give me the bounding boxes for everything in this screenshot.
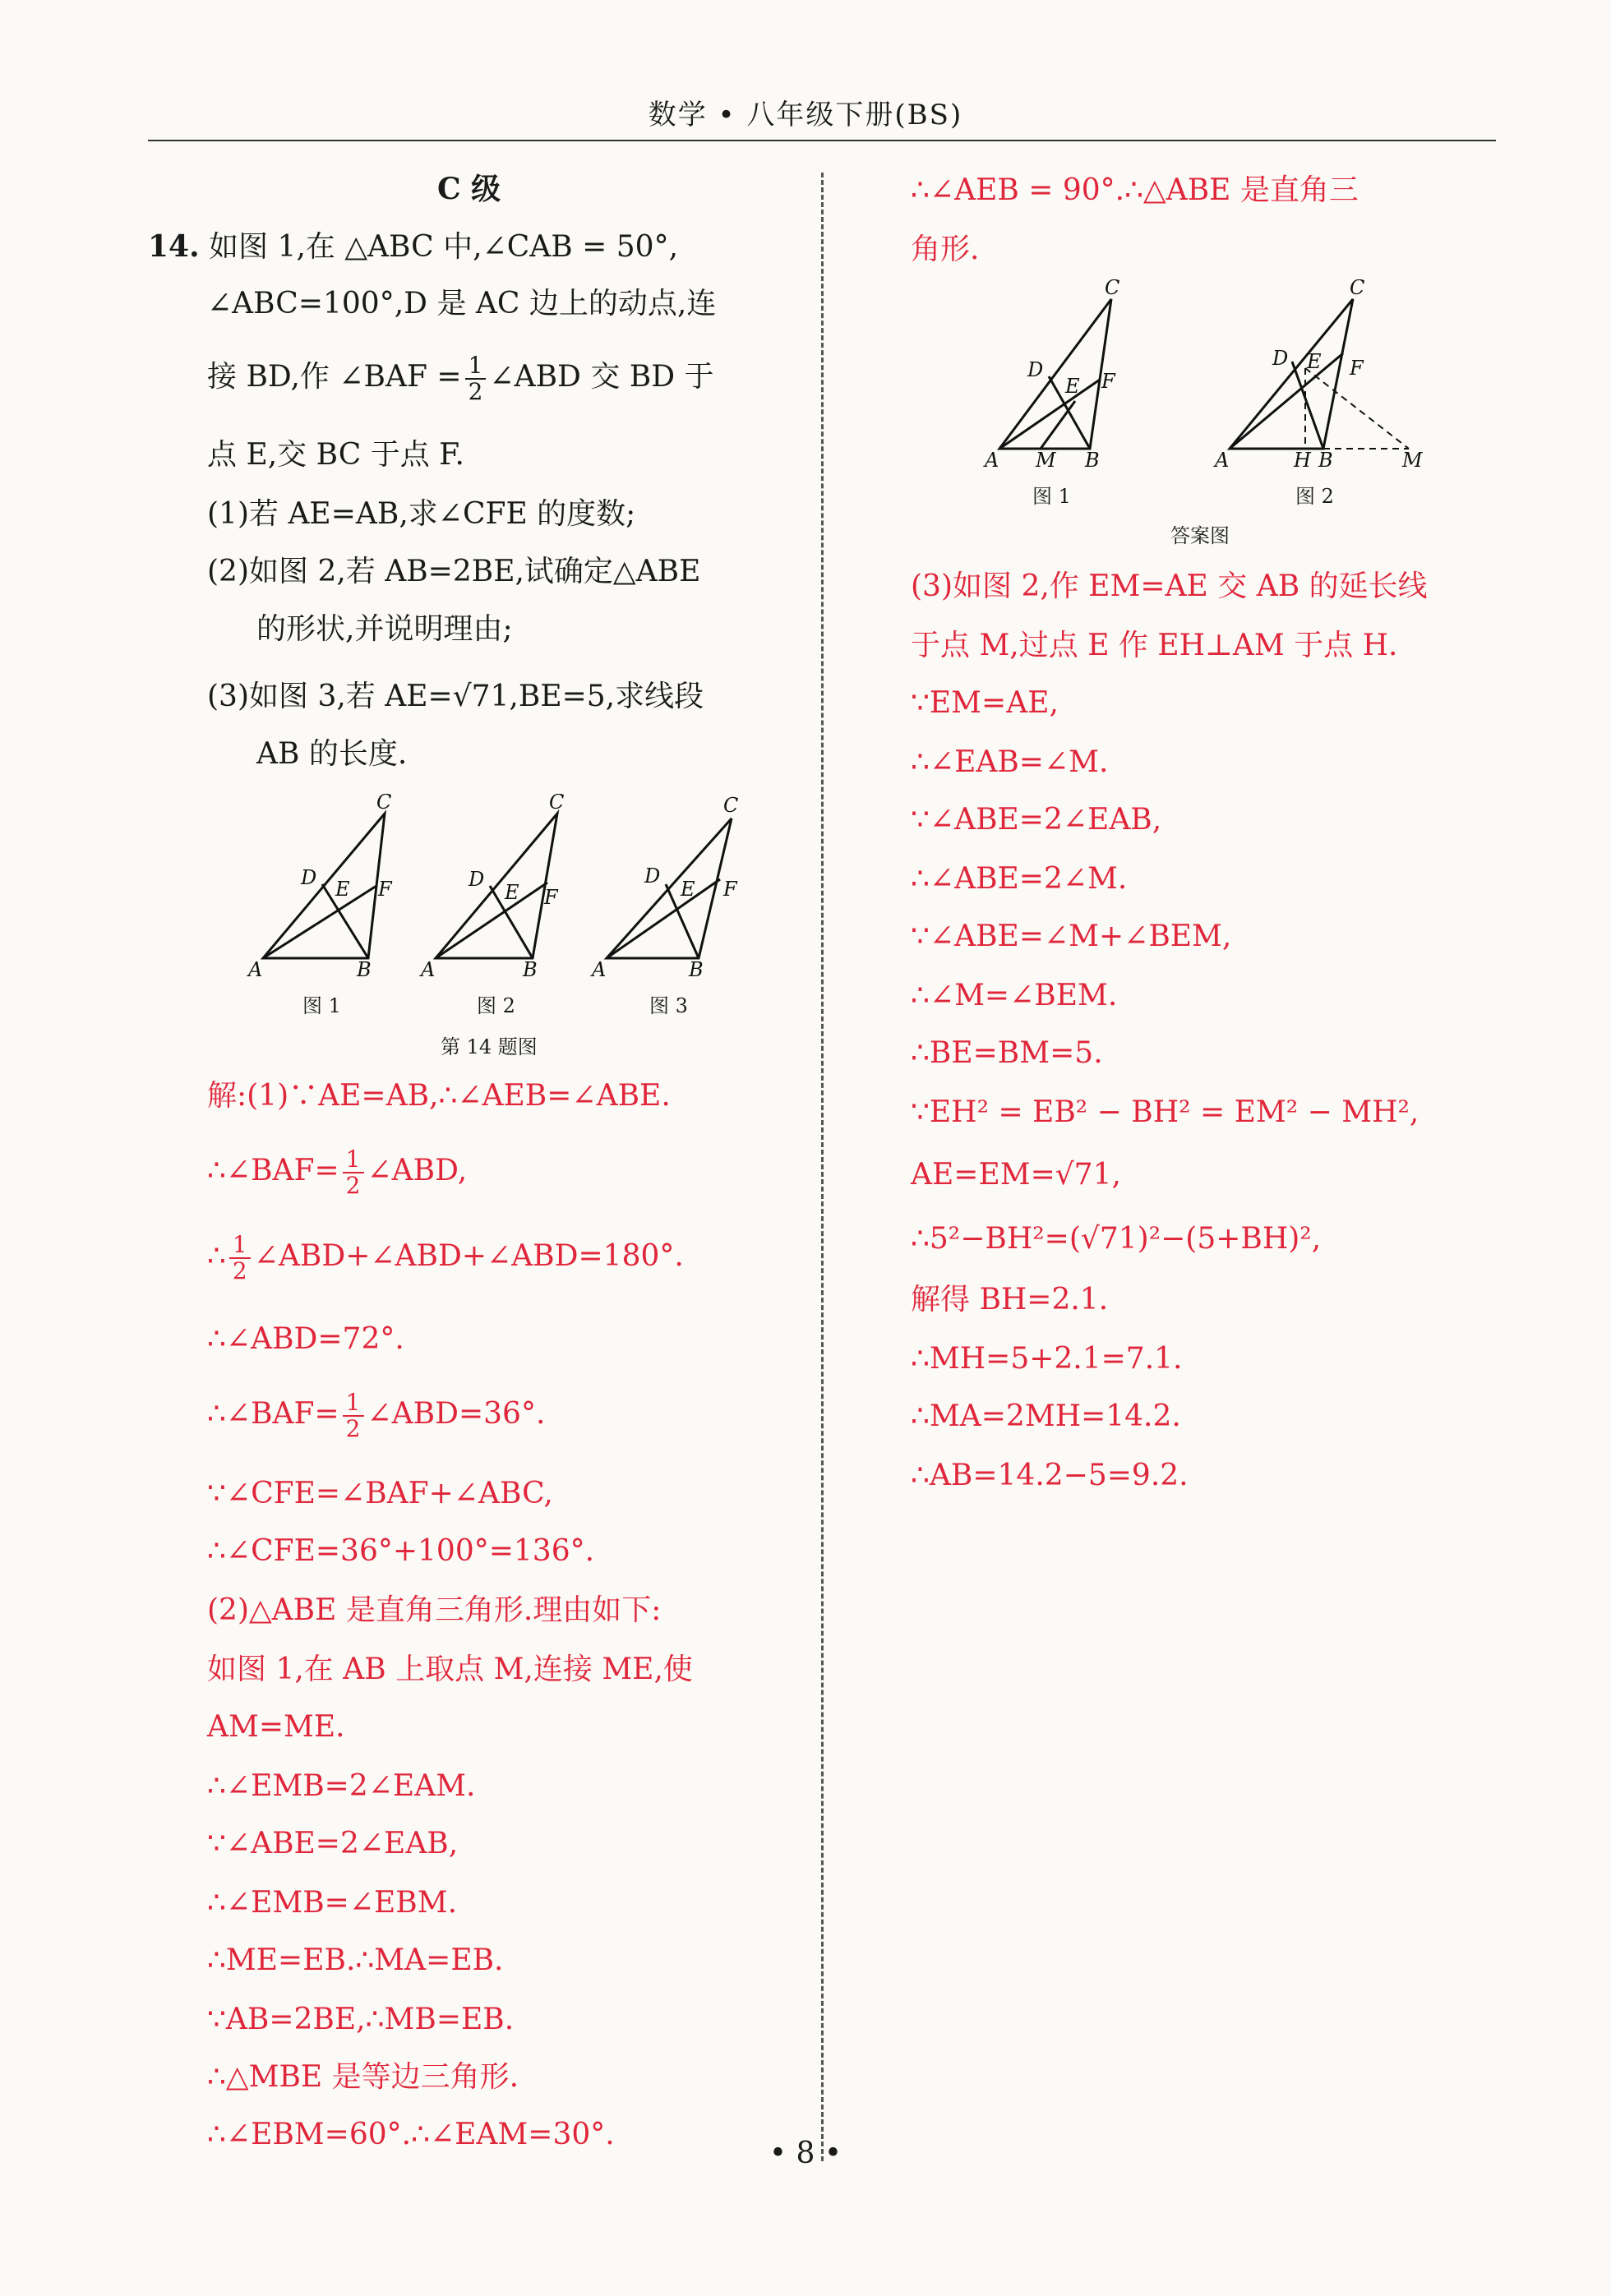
solution-line-10: AM=ME. — [207, 1710, 345, 1744]
solution-line-8: (2)△ABE 是直角三角形.理由如下: — [207, 1593, 662, 1627]
problem-figure-1-label: 图 1 — [302, 994, 341, 1017]
solution-line-14: ∴ME=EB.∴MA=EB. — [207, 1943, 504, 1977]
point-label-a: A — [592, 958, 607, 978]
point-label-e: E — [681, 878, 695, 901]
solution-right-line-8: ∴∠ABE=2∠M. — [911, 862, 1128, 896]
solution-line-12: ∵∠ABE=2∠EAB, — [207, 1827, 459, 1860]
fraction-half: $\frac{1}{2}$ — [343, 1147, 364, 1198]
solution-line-3: ∴ $\frac{1}{2}$ ∠ABD+∠ABD+∠ABD=180°. — [207, 1231, 684, 1284]
point-label-a: A — [248, 958, 263, 978]
point-label-a: A — [1215, 449, 1230, 468]
point-label-d: D — [1027, 358, 1044, 381]
problem-figure-3-label: 图 3 — [649, 994, 688, 1017]
point-label-e: E — [1065, 375, 1080, 398]
point-label-e: E — [335, 878, 350, 901]
solution-line-4: ∴∠ABD=72°. — [207, 1322, 404, 1356]
point-label-f: F — [1350, 357, 1364, 380]
solution-right-line-5: ∵EM=AE, — [911, 686, 1059, 720]
solution-right-line-6: ∴∠EAB=∠M. — [911, 745, 1109, 779]
point-label-a: A — [421, 958, 436, 978]
solution-right-line-18: ∴AB=14.2−5=9.2. — [911, 1459, 1189, 1492]
solution-line-1: 解:(1)∵AE=AB,∴∠AEB=∠ABE. — [207, 1079, 671, 1113]
answer-figure-2 — [1205, 279, 1435, 472]
point-label-d: D — [644, 864, 661, 888]
point-label-c: C — [723, 794, 739, 817]
point-label-c: C — [549, 794, 565, 814]
point-label-b: B — [523, 958, 538, 978]
solution-line-17: ∴∠EBM=60°.∴∠EAM=30°. — [207, 2118, 615, 2151]
point-label-b: B — [1085, 449, 1100, 468]
column-divider — [821, 173, 824, 2161]
point-label-h: H — [1294, 449, 1311, 468]
problem-figure-2-label: 图 2 — [477, 994, 515, 1017]
solution-right-line-11: ∴BE=BM=5. — [911, 1036, 1103, 1070]
problem-line-3 — [207, 353, 714, 404]
answer-figure-1 — [983, 279, 1147, 472]
solution-right-line-10: ∴∠M=∠BEM. — [911, 979, 1118, 1012]
point-label-f: F — [723, 878, 737, 901]
point-label-f: F — [1101, 370, 1115, 393]
solution-right-line-17: ∴MA=2MH=14.2. — [911, 1399, 1181, 1433]
point-label-f: F — [544, 886, 558, 909]
page-header: 数学 • 八年级下册(BS) — [648, 99, 963, 131]
problem-text-3a: 接 BD,作 ∠BAF = — [207, 360, 462, 394]
fraction-half: $\frac{1}{2}$ — [229, 1233, 251, 1284]
problem-figure-caption: 第 14 题图 — [441, 1035, 538, 1058]
problem-line-1 — [148, 228, 678, 265]
solution-right-line-4: 于点 M,过点 E 作 EH⊥AM 于点 H. — [911, 629, 1398, 662]
solution-right-line-14: ∴5²−BH²=(√71)²−(5+BH)², — [911, 1222, 1322, 1256]
problem-text-3b: ∠ABD 交 BD 于 — [489, 360, 714, 394]
point-label-c: C — [1105, 279, 1120, 299]
point-label-e: E — [505, 881, 519, 904]
solution-line-2: ∴∠BAF= $\frac{1}{2}$ ∠ABD, — [207, 1146, 468, 1199]
point-label-b: B — [689, 958, 704, 978]
section-label: C 级 — [437, 172, 501, 206]
question-3-cont: AB 的长度. — [256, 737, 408, 771]
solution-line-11: ∴∠EMB=2∠EAM. — [207, 1769, 476, 1803]
point-label-m: M — [1036, 449, 1056, 468]
solution-right-line-15: 解得 BH=2.1. — [911, 1283, 1109, 1316]
fraction-half: $\frac{1}{2}$ — [343, 1390, 364, 1441]
point-label-b: B — [357, 958, 372, 978]
problem-text-1: 如图 1,在 △ABC 中,∠CAB = 50°, — [209, 230, 679, 264]
problem-figure-1 — [247, 794, 411, 981]
solution-line-16: ∴△MBE 是等边三角形. — [207, 2060, 519, 2094]
solution-right-line-16: ∴MH=5+2.1=7.1. — [911, 1342, 1183, 1376]
answer-figure-caption: 答案图 — [1170, 524, 1230, 547]
point-label-d: D — [469, 868, 485, 891]
problem-line-4: 点 E,交 BC 于点 F. — [207, 438, 464, 472]
solution-right-line-3: (3)如图 2,作 EM=AE 交 AB 的延长线 — [911, 569, 1428, 603]
question-2: (2)如图 2,若 AB=2BE,试确定△ABE — [207, 555, 701, 588]
solution-line-5: ∴∠BAF= $\frac{1}{2}$ ∠ABD=36°. — [207, 1389, 546, 1442]
point-label-a: A — [985, 449, 999, 468]
problem-number: 14. — [148, 229, 200, 264]
point-label-b: B — [1318, 449, 1333, 468]
answer-figure-1-label: 图 1 — [1032, 485, 1071, 508]
question-3: (3)如图 3,若 AE=√71,BE=5,求线段 — [207, 680, 704, 713]
point-label-c: C — [376, 794, 392, 814]
point-label-f: F — [378, 878, 392, 901]
point-label-m: M — [1402, 449, 1423, 468]
solution-right-line-1: ∴∠AEB = 90°.∴△ABE 是直角三 — [911, 173, 1359, 207]
solution-line-6: ∵∠CFE=∠BAF+∠ABC, — [207, 1477, 553, 1510]
solution-right-line-7: ∵∠ABE=2∠EAB, — [911, 803, 1162, 837]
point-label-e: E — [1307, 350, 1322, 373]
point-label-d: D — [301, 866, 317, 889]
problem-figure-2 — [419, 794, 584, 981]
answer-figure-2-label: 图 2 — [1295, 485, 1334, 508]
point-label-d: D — [1272, 347, 1289, 370]
problem-figure-3 — [590, 794, 755, 981]
question-2-cont: 的形状,并说明理由; — [256, 612, 513, 646]
solution-line-15: ∵AB=2BE,∴MB=EB. — [207, 2003, 515, 2036]
page-number: • 8 • — [769, 2137, 842, 2170]
solution-line-7: ∴∠CFE=36°+100°=136°. — [207, 1534, 595, 1568]
header-rule — [148, 140, 1496, 141]
solution-right-line-12: ∵EH² = EB² − BH² = EM² − MH², — [911, 1095, 1419, 1129]
problem-line-2: ∠ABC=100°,D 是 AC 边上的动点,连 — [207, 287, 717, 320]
point-label-c: C — [1350, 279, 1365, 299]
solution-line-9: 如图 1,在 AB 上取点 M,连接 ME,使 — [207, 1653, 693, 1686]
solution-line-13: ∴∠EMB=∠EBM. — [207, 1886, 458, 1920]
fraction-half: $\frac{1}{2}$ — [465, 353, 487, 404]
solution-right-line-9: ∵∠ABE=∠M+∠BEM, — [911, 920, 1232, 953]
question-1: (1)若 AE=AB,求∠CFE 的度数; — [207, 497, 636, 531]
solution-right-line-2: 角形. — [911, 233, 980, 266]
solution-right-line-13: AE=EM=√71, — [911, 1158, 1121, 1192]
